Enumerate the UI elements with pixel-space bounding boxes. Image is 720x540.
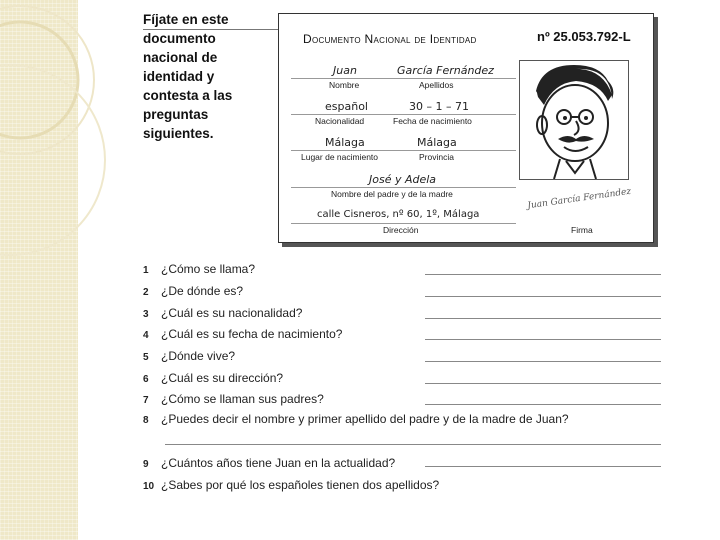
nacionalidad-value: español [325,100,368,113]
question-item [143,371,283,385]
id-card [278,13,654,243]
question-number: 6 [143,374,149,385]
question-item [143,327,342,341]
question-item [143,306,302,320]
intro-line: Fíjate en este [143,12,229,27]
padres-label: Nombre del padre y de la madre [331,189,453,199]
question-text: ¿Cómo se llama? [161,262,256,276]
fecha-value: 30 – 1 – 71 [409,100,469,113]
answer-line[interactable] [425,404,661,405]
question-number: 1 [143,265,149,276]
question-item [143,262,255,276]
question-number: 2 [143,287,149,298]
question-number: 9 [143,459,149,470]
answer-line[interactable] [425,361,661,362]
question-item [143,284,243,298]
signature: Juan García Fernández [526,186,632,212]
nacionalidad-label: Nacionalidad [315,116,365,126]
answer-line[interactable] [425,274,661,275]
intro-line: documento [143,31,216,46]
question-text: ¿Puedes decir el nombre y primer apellido del padre y de la madre de Juan? [161,412,569,426]
lugar-value: Málaga [325,136,365,149]
question-number: 10 [143,481,155,492]
lugar-label: Lugar de nacimiento [301,152,379,162]
fecha-label: Fecha de nacimiento [393,116,472,126]
provincia-label: Provincia [419,152,454,162]
firma-label: Firma [571,225,593,235]
question-text: ¿Sabes por qué los españoles tienen dos apellidos? [161,478,440,492]
intro-line: preguntas [143,107,209,122]
question-number: 5 [143,352,149,363]
padres-value: José y Adela [369,173,437,186]
question-item [143,456,395,470]
provincia-value: Málaga [417,136,457,149]
question-text: ¿De dónde es? [161,284,244,298]
question-text: ¿Cuántos años tiene Juan en la actualidad? [161,456,396,470]
question-item [143,349,235,363]
intro-line: identidad y [143,69,215,84]
question-item [143,412,569,426]
question-item [143,478,439,492]
apellidos-label: Apellidos [419,80,454,90]
question-text: ¿Cómo se llaman sus padres? [161,392,324,406]
field-rule [291,187,516,188]
question-number: 3 [143,309,149,320]
apellidos-value: García Fernández [397,64,494,77]
portrait-photo [519,60,629,180]
field-rule [291,150,516,151]
question-text: ¿Cuál es su nacionalidad? [161,306,303,320]
cartoon-face-image [520,61,628,179]
field-rule [291,78,516,79]
direccion-label: Dirección [383,225,419,235]
nombre-label: Nombre [329,80,360,90]
question-number: 8 [143,415,149,426]
answer-line[interactable] [165,444,661,445]
id-card-title: Documento Nacional de Identidad [303,32,477,46]
answer-line[interactable] [425,318,661,319]
id-card-number: nº 25.053.792-L [537,29,631,44]
question-number: 7 [143,395,149,406]
decorative-side-panel [0,0,78,540]
intro-divider [143,29,280,30]
nombre-value: Juan [333,64,357,77]
question-text: ¿Cuál es su fecha de nacimiento? [161,327,343,341]
field-rule [291,223,516,224]
answer-line[interactable] [425,383,661,384]
intro-line: nacional de [143,50,218,65]
question-item [143,392,324,406]
answer-line[interactable] [425,296,661,297]
direccion-value: calle Cisneros, nº 60, 1º, Málaga [317,209,480,220]
answer-line[interactable] [425,466,661,467]
intro-line: contesta a las [143,88,233,103]
answer-line[interactable] [425,339,661,340]
field-rule [291,114,516,115]
question-text: ¿Cuál es su dirección? [161,371,284,385]
question-number: 4 [143,330,149,341]
intro-line: siguientes. [143,126,214,141]
question-text: ¿Dónde vive? [161,349,236,363]
